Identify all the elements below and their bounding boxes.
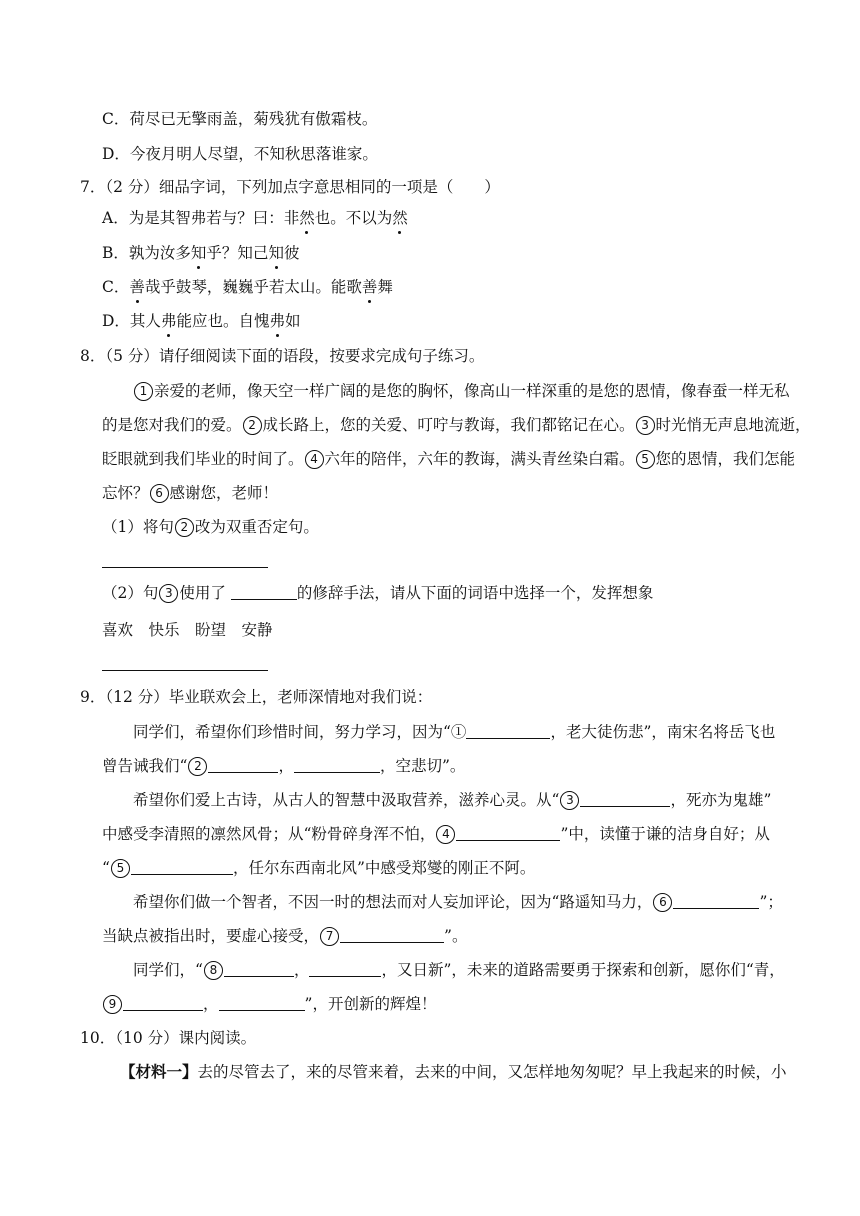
dotted-char: 知 xyxy=(190,244,207,262)
q10-stem: 10．（10 分）课内阅读。 xyxy=(80,1029,257,1047)
q8-passage-line-3: 眨眼就到我们毕业的时间了。 4 六年的陪伴，六年的教诲，满头青丝染白霜。 5 您的恩情，我们怎能 xyxy=(102,450,796,468)
circled-number: 3 xyxy=(159,584,178,603)
q8-passage-line-1: 1 亲爱的老师，像天空一样广阔的是您的胸怀，像高山一样深重的是您的恩情，像春蚕一样无私 xyxy=(133,380,790,402)
q6-option-c: C．荷尽已无擎雨盖，菊残犹有傲霜枝。 xyxy=(102,110,378,128)
circled-number: 3 xyxy=(636,416,655,435)
q8-stem: 8．（5 分）请仔细阅读下面的语段，按要求完成句子练习。 xyxy=(80,347,485,365)
fill-blank[interactable] xyxy=(123,994,203,1011)
dotted-char: 善 xyxy=(361,278,378,296)
q9-para-1-line-2: 曾告诫我们“ 2 ， ，空悲切”。 xyxy=(102,757,466,775)
circled-number: 4 xyxy=(436,825,455,844)
circled-number: 3 xyxy=(560,791,579,810)
dotted-char: 善 xyxy=(129,278,145,296)
q9-para-1-line-1: 同学们，希望你们珍惜时间，努力学习，因为“① ，老大徒伤悲”，南宋名将岳飞也 xyxy=(133,723,776,741)
q8-subquestion-2: （2）句 3 使用了 的修辞手法，请从下面的词语中选择一个，发挥想象 xyxy=(102,584,654,602)
q7-option-d: D．其人弗能应也。自愧弗如 xyxy=(102,312,301,330)
q7-option-a: A．为是其智弗若与？曰：非然也。不以为然 xyxy=(102,209,408,227)
q9-para-3-line-2: 当缺点被指出时，要虚心接受， 7 ”。 xyxy=(102,927,468,945)
fill-blank[interactable] xyxy=(456,824,560,841)
circled-number: 2 xyxy=(188,757,207,776)
q8-passage-line-2: 的是您对我们的爱。 2 成长路上，您的关爱、叮咛与教诲，我们都铭记在心。 3 时光悄无声息地流逝， xyxy=(102,416,811,434)
fill-blank[interactable] xyxy=(294,756,380,773)
dotted-char: 知 xyxy=(268,244,284,262)
fill-blank[interactable] xyxy=(208,756,278,773)
circled-number: 2 xyxy=(243,416,262,435)
answer-line[interactable] xyxy=(102,567,268,568)
fill-blank[interactable] xyxy=(466,722,550,739)
circled-number: 7 xyxy=(320,927,339,946)
q8-word-choices: 喜欢 快乐 盼望 安静 xyxy=(102,621,273,639)
circled-number: 6 xyxy=(150,484,169,503)
circled-number: 2 xyxy=(175,518,194,537)
q9-para-4-line-2: 9 ， ”，开创新的辉煌！ xyxy=(102,993,436,1015)
q7-stem: 7．（2 分）细品字词，下列加点字意思相同的一项是（ ） xyxy=(80,178,500,196)
circled-number: 5 xyxy=(636,450,655,469)
q9-para-3-line-1: 希望你们做一个智者，不因一时的想法而对人妄加评论，因为“路遥知马力， 6 ”； xyxy=(133,893,783,911)
q6-option-d: D．今夜月明人尽望，不知秋思落谁家。 xyxy=(102,145,378,163)
fill-blank[interactable] xyxy=(580,790,670,807)
dotted-char: 弗 xyxy=(160,312,177,330)
q10-material-1: 【材料一】去的尽管去了，来的尽管来着，去来的中间，又怎样地匆匆呢？早上我起来的时候，小 xyxy=(120,1062,787,1081)
q9-para-4-line-1: 同学们，“ 8 ， ，又日新”，未来的道路需要勇于探索和创新，愿你们“青， xyxy=(133,961,785,979)
q7-option-b: B．孰为汝多知乎？知己知彼 xyxy=(102,244,300,262)
fill-blank[interactable] xyxy=(224,960,294,977)
circled-number: 9 xyxy=(103,995,122,1014)
fill-blank[interactable] xyxy=(309,960,381,977)
answer-line[interactable] xyxy=(102,670,268,671)
q8-passage-line-4: 忘怀？ 6 感谢您，老师！ xyxy=(102,484,279,502)
circled-number: 8 xyxy=(204,961,223,980)
q9-para-2-line-2: 中感受李清照的凛然风骨；从“粉骨碎身浑不怕， 4 ”中，读懂于谦的洁身自好；从 xyxy=(102,825,770,843)
dotted-char: 然 xyxy=(392,209,408,227)
dotted-char: 然 xyxy=(299,209,315,227)
fill-blank[interactable] xyxy=(673,892,759,909)
circled-number: 6 xyxy=(653,893,672,912)
fill-blank[interactable] xyxy=(219,994,305,1011)
circled-number: 4 xyxy=(305,450,324,469)
material-label: 【材料一】 xyxy=(120,1062,198,1081)
q7-option-c: C．善哉乎鼓琴，巍巍乎若太山。能歌善舞 xyxy=(102,278,393,296)
q9-para-2-line-1: 希望你们爱上古诗，从古人的智慧中汲取营养，滋养心灵。从“ 3 ，死亦为鬼雄” xyxy=(133,791,772,809)
fill-blank[interactable] xyxy=(231,583,297,600)
q8-subquestion-1: （1）将句 2 改为双重否定句。 xyxy=(102,518,319,536)
dotted-char: 弗 xyxy=(269,312,285,330)
q9-stem: 9．（12 分）毕业联欢会上，老师深情地对我们说： xyxy=(80,688,433,706)
fill-blank[interactable] xyxy=(340,926,444,943)
circled-number: 1 xyxy=(134,382,153,401)
fill-blank[interactable] xyxy=(131,858,233,875)
q9-para-2-line-3: “ 5 ，任尔东西南北风”中感受郑燮的刚正不阿。 xyxy=(102,859,536,877)
circled-number: 5 xyxy=(111,859,130,878)
